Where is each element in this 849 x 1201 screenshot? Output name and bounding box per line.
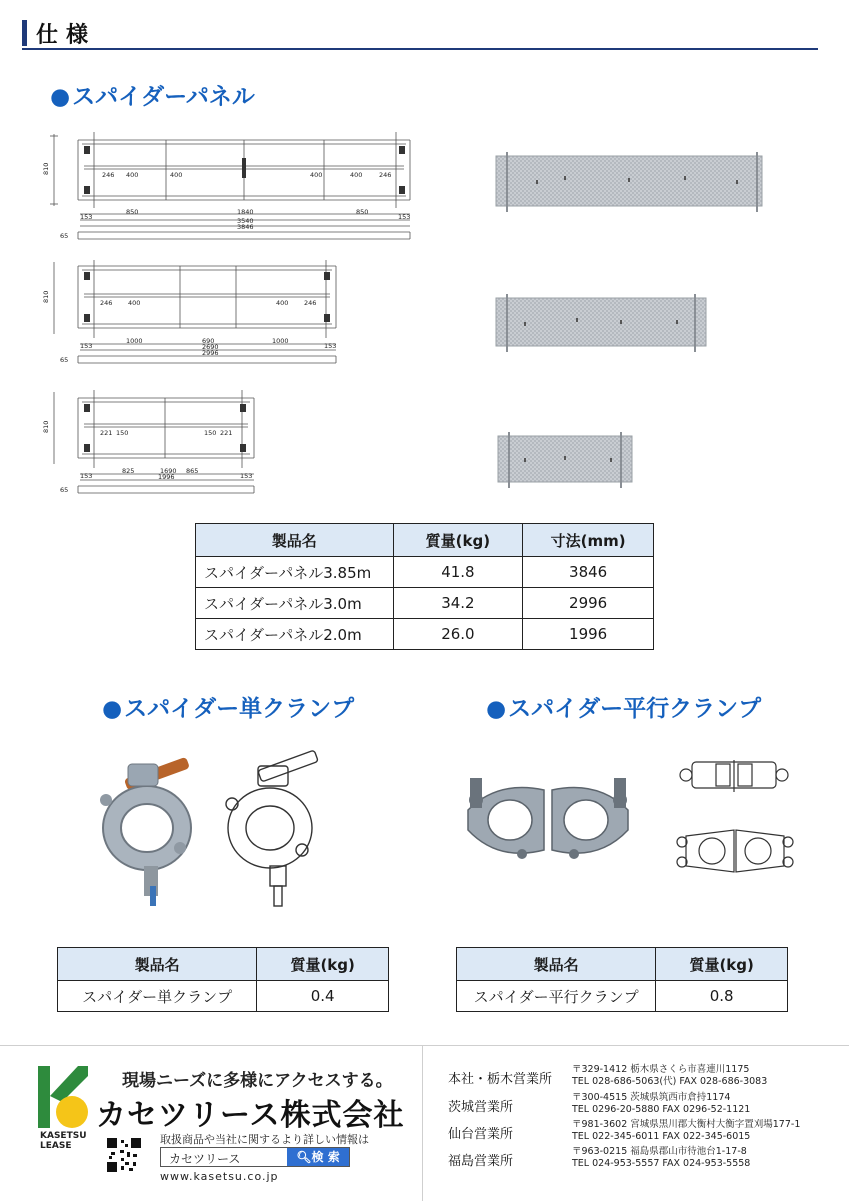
section-title-single-clamp [102, 690, 354, 723]
dim-text: 153 [240, 472, 253, 480]
table-header-row [58, 948, 389, 981]
footer-divider [422, 1046, 423, 1201]
website-url[interactable]: www.kasetsu.co.jp [160, 1170, 279, 1183]
dim-text: 810 [42, 420, 50, 433]
office-address [572, 1092, 750, 1116]
single-clamp-drawing [218, 752, 328, 912]
dim-text: 1690 [160, 467, 177, 475]
table-cell: スパイダー単クランプ [58, 981, 257, 1012]
table-row [58, 981, 389, 1012]
dim-text: 2996 [202, 349, 219, 357]
panel-30-drawing [44, 256, 344, 371]
col-header: 質量(kg) [393, 524, 523, 557]
table-cell: 26.0 [393, 619, 523, 650]
dim-text: 153 [80, 213, 93, 221]
office-address-line: 〒981-3602 宮城県黒川郡大衡村大衡字置刈場177-1 [572, 1119, 801, 1130]
col-header: 寸法(mm) [523, 524, 654, 557]
col-header: 製品名 [196, 524, 394, 557]
dim-text: 3540 [237, 217, 254, 225]
bullet-icon: ● [50, 84, 71, 110]
section-title-parallel-clamp [486, 690, 761, 723]
office-name: 福島営業所 [448, 1154, 514, 1169]
table-row [196, 588, 654, 619]
dim-text: 65 [60, 232, 69, 240]
single-clamp-photo [92, 748, 202, 910]
dim-text: 1000 [126, 337, 143, 345]
table-cell: 1996 [523, 619, 654, 650]
panel-spec-table [195, 523, 654, 650]
panel-385-drawing [44, 128, 424, 243]
company-name: カセツリース株式会社 [96, 1098, 405, 1133]
dim-text: 1996 [158, 473, 175, 481]
table-header-row [196, 524, 654, 557]
office-phone-line: TEL 024-953-5557 FAX 024-953-5558 [572, 1158, 751, 1169]
dim-text: 150 [116, 429, 129, 437]
parallel-clamp-front-drawing [672, 820, 798, 882]
panel-20-drawing [44, 386, 264, 501]
dim-text: 810 [42, 290, 50, 303]
footer [0, 1045, 849, 1200]
logo-text-line: LEASE [40, 1141, 72, 1151]
dim-text: 810 [42, 162, 50, 175]
dim-text: 246 [102, 171, 115, 179]
kasetsu-logo-icon [38, 1066, 88, 1128]
dim-text: 3846 [237, 223, 254, 231]
table-cell: 34.2 [393, 588, 523, 619]
header-accent-bar [22, 20, 27, 46]
logo-text-line: KASETSU [40, 1131, 87, 1141]
page-title: 仕様 [36, 23, 97, 48]
dim-text: 153 [324, 342, 337, 350]
dim-text: 400 [350, 171, 363, 179]
dim-text: 1840 [237, 208, 254, 216]
page-header [22, 16, 818, 50]
dim-text: 153 [80, 342, 93, 350]
dim-text: 65 [60, 486, 69, 494]
dim-text: 690 [202, 337, 215, 345]
dim-text: 221 [220, 429, 233, 437]
dim-text: 1000 [272, 337, 289, 345]
office-phone-line: TEL 022-345-6011 FAX 022-345-6015 [572, 1131, 751, 1142]
section-title-single-clamp-text: スパイダー単クランプ [124, 696, 355, 722]
table-cell: スパイダーパネル3.85m [196, 557, 394, 588]
office-address-line: 〒963-0215 福島県郡山市待池台1-17-8 [572, 1146, 747, 1157]
col-header: 質量(kg) [656, 948, 788, 981]
dim-text: 2690 [202, 343, 219, 351]
col-header: 製品名 [58, 948, 257, 981]
office-name: 仙台営業所 [448, 1127, 514, 1142]
dim-text: 65 [60, 356, 69, 364]
dim-text: 400 [310, 171, 323, 179]
dim-text: 400 [276, 299, 289, 307]
office-phone-line: TEL 028-686-5063(代) FAX 028-686-3083 [572, 1076, 768, 1087]
search-button-label: 検 索 [311, 1150, 340, 1164]
dim-text: 865 [186, 467, 199, 475]
office-address-line: 〒300-4515 茨城県筑西市倉持1174 [572, 1092, 731, 1103]
dim-text: 246 [379, 171, 392, 179]
dim-text: 400 [126, 171, 139, 179]
table-cell: スパイダーパネル2.0m [196, 619, 394, 650]
dim-text: 400 [128, 299, 141, 307]
table-cell: 2996 [523, 588, 654, 619]
parallel-clamp-table [456, 947, 788, 1012]
dim-text: 850 [356, 208, 369, 216]
dim-text: 825 [122, 467, 135, 475]
dim-text: 400 [170, 171, 183, 179]
table-cell: 41.8 [393, 557, 523, 588]
search-icon: 🔍︎ [296, 1150, 312, 1164]
dim-text: 221 [100, 429, 113, 437]
dim-text: 850 [126, 208, 139, 216]
panel-30-photo [490, 294, 712, 352]
inquiry-text: 取扱商品や当社に関するより詳しい情報は [160, 1133, 369, 1146]
table-row [457, 981, 788, 1012]
office-address-line: 〒329-1412 栃木県さくら市喜連川1175 [572, 1064, 750, 1075]
search-query[interactable]: カセツリース [169, 1152, 241, 1166]
table-cell: スパイダー平行クランプ [457, 981, 656, 1012]
table-row [196, 619, 654, 650]
dim-text: 246 [304, 299, 317, 307]
table-header-row [457, 948, 788, 981]
dim-text: 150 [204, 429, 217, 437]
dim-text: 153 [398, 213, 411, 221]
table-cell: 0.4 [257, 981, 389, 1012]
panel-385-photo [488, 152, 774, 212]
section-title-panel-text: スパイダーパネル [72, 84, 255, 110]
qr-code-icon[interactable] [107, 1138, 141, 1172]
logo-text [40, 1131, 87, 1151]
col-header: 製品名 [457, 948, 656, 981]
tagline: 現場ニーズに多様にアクセスする。 [122, 1071, 393, 1091]
section-title-panel [50, 78, 255, 111]
table-row [196, 557, 654, 588]
office-name: 茨城営業所 [448, 1100, 514, 1115]
single-clamp-table [57, 947, 389, 1012]
table-cell: 3846 [523, 557, 654, 588]
parallel-clamp-photo [458, 770, 638, 870]
table-cell: 0.8 [656, 981, 788, 1012]
office-phone-line: TEL 0296-20-5880 FAX 0296-52-1121 [572, 1104, 751, 1115]
section-title-parallel-clamp-text: スパイダー平行クランプ [508, 696, 762, 722]
dim-text: 153 [80, 472, 93, 480]
office-address [572, 1146, 750, 1170]
bullet-icon: ● [486, 696, 507, 722]
office-address [572, 1064, 767, 1088]
dim-text: 246 [100, 299, 113, 307]
search-button[interactable] [287, 1148, 349, 1166]
panel-20-photo [494, 432, 640, 488]
header-rule [22, 48, 818, 50]
office-address [572, 1119, 800, 1143]
office-name: 本社・栃木営業所 [448, 1072, 553, 1087]
bullet-icon: ● [102, 696, 123, 722]
col-header: 質量(kg) [257, 948, 389, 981]
table-cell: スパイダーパネル3.0m [196, 588, 394, 619]
search-box[interactable] [160, 1147, 350, 1167]
parallel-clamp-top-drawing [676, 756, 792, 796]
